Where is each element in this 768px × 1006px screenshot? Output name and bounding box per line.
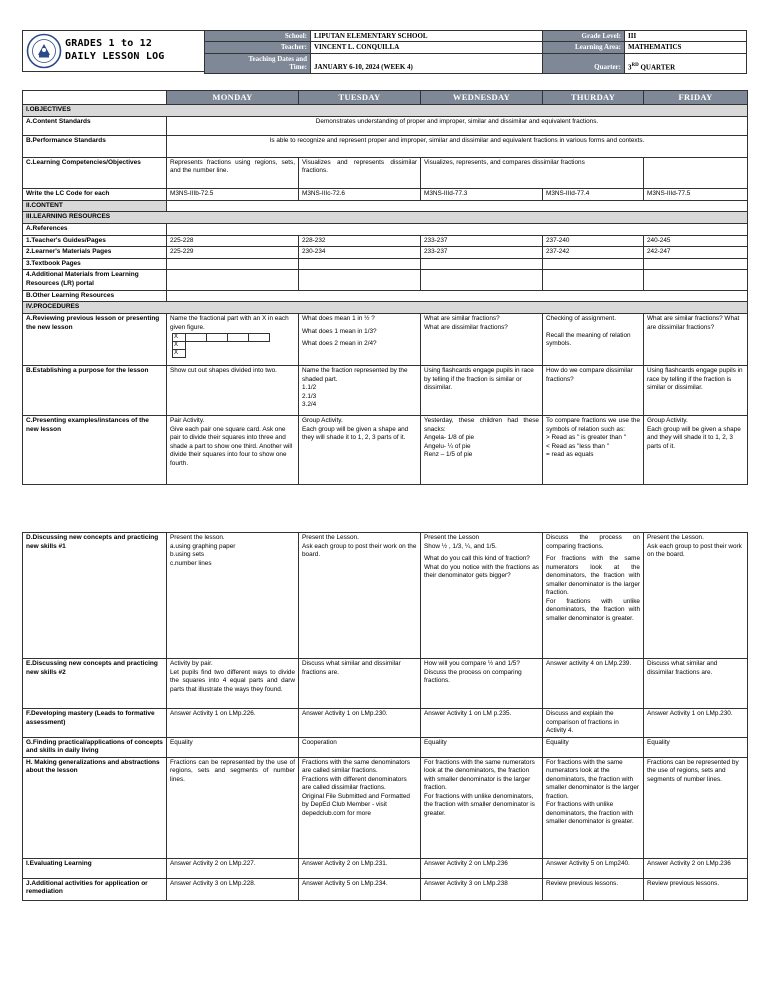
additional-tuesday: Answer Activity 5 on LMp.234. (299, 878, 421, 900)
content-standards-label: A.Content Standards (23, 116, 167, 135)
day-thursday: THURDAY (543, 91, 644, 105)
application-wednesday: Equality (421, 737, 543, 757)
logo-box (22, 30, 206, 72)
evaluating-friday: Answer Activity 2 on LMp.236 (644, 858, 748, 878)
additional-activities-label: J.Additional activities for application or remediation (23, 878, 167, 900)
evaluating-thursday: Answer Activity 5 on Lmp240. (543, 858, 644, 878)
generalization-tuesday: Fractions with the same denominators are called similar fractions. Fractions with different denominators are called dissimilar fractions. Original File Submitted and Formatted by DepEd Club Member - visit depedclub.com for more (299, 757, 421, 858)
textbook-label: 3.Textbook Pages (23, 258, 167, 270)
grade-label: Grade Level: (543, 31, 625, 42)
additional-materials-label: 4.Additional Materials from Learning Resources (LR) portal (23, 270, 167, 290)
purpose-tuesday: Name the fraction represented by the shaded part. 1.1/2 2.1/3 3.2/4 (299, 365, 421, 415)
application-friday: Equality (644, 737, 748, 757)
title-line-2: DAILY LESSON LOG (65, 51, 165, 62)
performance-standards-label: B.Performance Standards (23, 135, 167, 157)
purpose-label: B.Establishing a purpose for the lesson (23, 365, 167, 415)
additional-friday: Review previous lessons. (644, 878, 748, 900)
tg-tuesday: 228-232 (299, 235, 421, 247)
lc-code-monday: M3NS-IIIb-72.5 (167, 188, 299, 200)
additional-wednesday: Answer Activity 3 on LMp.238 (421, 878, 543, 900)
application-monday: Equality (167, 737, 299, 757)
discussing-2-thursday: Answer activity 4 on LMp.239. (543, 659, 644, 709)
additional-monday: Answer Activity 3 on LMp.228. (167, 878, 299, 900)
lm-wednesday: 233-237 (421, 247, 543, 259)
evaluating-monday: Answer Activity 2 on LMp.227. (167, 858, 299, 878)
header-info-table (204, 30, 747, 74)
presenting-wednesday: Yesterday, these children had these snacks: Angela- 1/8 of pie Angelu- ¼ of pie Renz – 1/5 of pie (421, 415, 543, 484)
discussing-2-tuesday: Discuss what similar and dissimilar fractions are. (299, 659, 421, 709)
reviewing-friday: What are similar fractions? What are dissimilar fractions? (644, 313, 748, 365)
competency-wed-thu: Visualizes, represents, and compares dissimilar fractions (421, 157, 644, 188)
lesson-table-part-1 (22, 90, 748, 485)
purpose-monday: Show cut out shapes divided into two. (167, 365, 299, 415)
title-line-1: GRADES 1 to 12 (65, 38, 153, 49)
content-standards-value: Demonstrates understanding of proper and improper, similar and dissimilar and equivalent fractions. (167, 116, 748, 135)
discussing-2-label: E.Discussing new concepts and practicing new skills #2 (23, 659, 167, 709)
generalization-monday: Fractions can be represented by the use of regions, sets and segments of number lines. (167, 757, 299, 858)
mastery-label: F.Developing mastery (Leads to formative assessment) (23, 709, 167, 738)
competency-monday: Represents fractions using regions, sets, and the number line. (167, 157, 299, 188)
lm-thursday: 237-242 (543, 247, 644, 259)
competency-tuesday: Visualizes and represents dissimilar fractions. (299, 157, 421, 188)
application-tuesday: Cooperation (299, 737, 421, 757)
presenting-thursday: To compare fractions we use the symbols of relation such as: > Read as " is greater than " < Read as "less than " = read as equals (543, 415, 644, 484)
generalization-label: H. Making generalizations and abstractions about the lesson (23, 757, 167, 858)
lc-code-thursday: M3NS-IIId-77.4 (543, 188, 644, 200)
section-objectives: I.OBJECTIVES (23, 105, 748, 117)
tg-thursday: 237-240 (543, 235, 644, 247)
lc-code-label: Write the LC Code for each (23, 188, 167, 200)
mastery-friday: Answer Activity 1 on LMp.230. (644, 709, 748, 738)
purpose-thursday: How do we compare dissimilar fractions? (543, 365, 644, 415)
purpose-wednesday: Using flashcards engage pupils in race by telling if the fraction is similar or dissimilar. (421, 365, 543, 415)
generalization-friday: Fractions can be represented by the use of regions, sets and segments of number lines. (644, 757, 748, 858)
lc-code-wednesday: M3NS-IIId-77.3 (421, 188, 543, 200)
generalization-wednesday: For fractions with the same numerators look at the denominators, the fraction with smaller denominator is the larger fraction. For fractions with unlike denominators, the fraction with smaller denominator is greater. (421, 757, 543, 858)
section-learning-resources: III.LEARNING RESOURCES (23, 212, 748, 224)
quarter-label: Quarter: (543, 53, 625, 73)
lm-monday: 225-229 (167, 247, 299, 259)
fraction-figure: X X X (172, 333, 270, 358)
tg-monday: 225-228 (167, 235, 299, 247)
mastery-tuesday: Answer Activity 1 on LMp.230. (299, 709, 421, 738)
teachers-guide-label: 1.Teacher's Guides/Pages (23, 235, 167, 247)
dates-label: Teaching Dates and Time: (205, 53, 311, 73)
school-value: LIPUTAN ELEMENTARY SCHOOL (311, 31, 543, 42)
reviewing-wednesday: What are similar fractions? What are dissimilar fractions? (421, 313, 543, 365)
school-label: School: (205, 31, 311, 42)
discussing-1-friday: Present the Lesson. Ask each group to post their work on the board. (644, 533, 748, 659)
day-friday: FRIDAY (644, 91, 748, 105)
teacher-label: Teacher: (205, 42, 311, 53)
deped-seal-icon (26, 33, 62, 69)
presenting-tuesday: Group Activity. Each group will be given a shape and they will shade it to 1, 2, 3 parts of it. (299, 415, 421, 484)
discussing-2-friday: Discuss what similar and dissimilar fractions are. (644, 659, 748, 709)
evaluating-label: I.Evaluating Learning (23, 858, 167, 878)
application-label: G.Finding practical/applications of concepts and skills in daily living (23, 737, 167, 757)
discussing-1-monday: Present the lesson. a.using graphing paper b.using sets c.number lines (167, 533, 299, 659)
area-value: MATHEMATICS (625, 42, 747, 53)
dates-value: JANUARY 6-10, 2024 (WEEK 4) (311, 53, 543, 73)
discussing-2-wednesday: How will you compare ½ and 1/5? Discuss the process on comparing fractions. (421, 659, 543, 709)
references-label: A.References (23, 223, 167, 235)
performance-standards-value: Is able to recognize and represent proper and improper, similar and dissimilar and equivalent fractions in various forms and contexts. (167, 135, 748, 157)
area-label: Learning Area: (543, 42, 625, 53)
evaluating-tuesday: Answer Activity 2 on LMp.231. (299, 858, 421, 878)
discussing-1-tuesday: Present the Lesson. Ask each group to post their work on the board. (299, 533, 421, 659)
day-monday: MONDAY (167, 91, 299, 105)
presenting-monday: Pair Activity. Give each pair one square card. Ask one pair to divide their squares into three and shade a part to show one third. Another will divide their squares into four to show one fourth. (167, 415, 299, 484)
mastery-wednesday: Answer Activity 1 on LM p.235. (421, 709, 543, 738)
quarter-value: 3RD QUARTER (625, 53, 747, 73)
day-tuesday: TUESDAY (299, 91, 421, 105)
lm-friday: 242-247 (644, 247, 748, 259)
section-procedures: IV.PROCEDURES (23, 302, 748, 314)
reviewing-thursday: Checking of assignment. Recall the meaning of relation symbols. (543, 313, 644, 365)
application-thursday: Equality (543, 737, 644, 757)
reviewing-label: A.Reviewing previous lesson or presenting the new lesson (23, 313, 167, 365)
tg-wednesday: 233-237 (421, 235, 543, 247)
lm-tuesday: 230-234 (299, 247, 421, 259)
reviewing-tuesday: What does mean 1 in ½ ? What does 1 mean in 1/3? What does 2 mean in 2/4? (299, 313, 421, 365)
lesson-table-part-2 (22, 532, 748, 901)
discussing-1-label: D.Discussing new concepts and practicing new skills #1 (23, 533, 167, 659)
purpose-friday: Using flashcards engage pupils in race by telling if the fraction is similar or dissimilar. (644, 365, 748, 415)
presenting-friday: Group Activity. Each group will be given a shape and they will shade it to 1, 2, 3 parts of it. (644, 415, 748, 484)
day-wednesday: WEDNESDAY (421, 91, 543, 105)
presenting-label: C.Presenting examples/instances of the new lesson (23, 415, 167, 484)
tg-friday: 240-245 (644, 235, 748, 247)
discussing-1-thursday: Discuss the process on comparing fractions. For fractions with the same numerators look at the denominators, the fraction with smaller denominator is the larger fraction. For fractions with unlike denominators, the fraction with smaller denominator is greater. (543, 533, 644, 659)
other-resources-label: B.Other Learning Resources (23, 290, 167, 302)
grade-value: III (625, 31, 747, 42)
reviewing-monday: Name the fractional part with an X in each given figure. X X X (167, 313, 299, 365)
evaluating-wednesday: Answer Activity 2 on LMp.236 (421, 858, 543, 878)
mastery-thursday: Discuss and explain the comparison of fractions in Activity 4. (543, 709, 644, 738)
discussing-2-monday: Activity by pair. Let pupils find two different ways to divide the squares into 4 equal parts and darw parts that illustrate the ways they found. (167, 659, 299, 709)
section-content: II.CONTENT (23, 200, 167, 212)
generalization-thursday: For fractions with the same numerators look at the denominators, the fraction with smaller denominator is the larger fraction. For fractions with unlike denominators, the fraction with smaller denominator is greater. (543, 757, 644, 858)
discussing-1-wednesday: Present the Lesson Show ½ , 1/3, ¼, and 1/5. What do you call this kind of fraction? What do you notice with the fractions as their denominator gets bigger? (421, 533, 543, 659)
lc-code-friday: M3NS-IIId-77.5 (644, 188, 748, 200)
teacher-value: VINCENT L. CONQUILLA (311, 42, 543, 53)
competencies-label: C.Learning Competencies/Objectives (23, 157, 167, 188)
learners-materials-label: 2.Learner's Materials Pages (23, 247, 167, 259)
lc-code-tuesday: M3NS-IIIc-72.6 (299, 188, 421, 200)
additional-thursday: Review previous lessons. (543, 878, 644, 900)
mastery-monday: Answer Activity 1 on LMp.226. (167, 709, 299, 738)
